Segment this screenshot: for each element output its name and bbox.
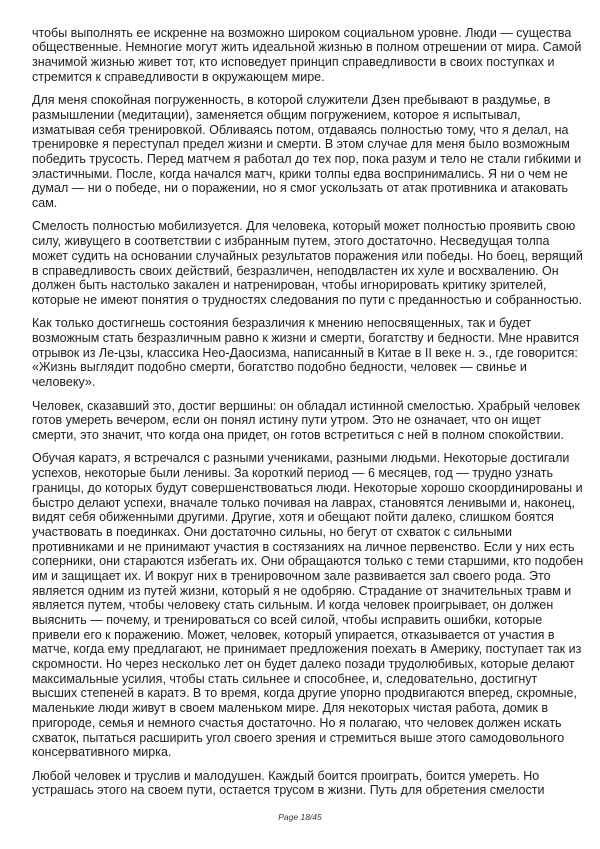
text-line: отрывок из Ле-цзы, классика Нео-Даосизма, написанный в Китае в II веке н. э., где говорится: xyxy=(32,345,578,360)
text-line: Смелость полностью мобилизуется. Для человека, который может полностью проявить свою xyxy=(32,219,576,234)
text-line: устрашась этого на своем пути, остается трусом в жизни. Путь для обретения смелости xyxy=(32,783,545,798)
text-line: в справедливость своих действий, безразличен, неподвластен их хуле и восхвалению. Он xyxy=(32,263,559,278)
text-line: соперники, они стараются избегать их. Они обращаются только с теми старшими, кто подобен xyxy=(32,554,584,569)
text-line: сам. xyxy=(32,195,58,210)
text-line: смерти, это значит, что когда она придет, он готов встретиться с ней в полном спокойствии. xyxy=(32,427,564,442)
text-line: готов умереть вечером, если он понял истину пути утром. Это не означает, что он ищет xyxy=(32,413,542,428)
text-line: силу, живущего в соответствии с избранным путем, этого достаточно. Несведущая толпа xyxy=(32,234,550,249)
text-line: Для меня спокойная погруженность, в которой служители Дзен пребывают в раздумье, в xyxy=(32,93,551,108)
text-line: размышлении (медитации), заменяется общим погружением, которое я испытывал, xyxy=(32,107,521,122)
paragraph xyxy=(32,451,592,759)
text-line: эластичными. После, когда начался матч, крики толпы едва воспринимались. Я ни о чем не xyxy=(32,166,568,181)
text-line: общественные. Немногие могут жить идеальной жизнью в полном отрешении от мира. Самой xyxy=(32,40,582,55)
text-line: человеку». xyxy=(32,375,96,390)
text-line: участвовать в поединках. Они достаточно сильны, но бегут от схваток с сильными xyxy=(32,524,512,539)
text-line: успехов, некоторые были ленивы. За короткий период — 6 месяцев, год — трудно узнать xyxy=(32,466,553,481)
page-number: Page 18/45 xyxy=(278,812,322,822)
text-line: матче, когда ему предлагают, не принимает предложения поехать в Америку, поступает так из xyxy=(32,642,582,657)
paragraph xyxy=(32,26,592,85)
text-line: видят себя обиженными другими. Другие, хотя и обещают пойти далеко, слишком боятся xyxy=(32,510,554,525)
text-line: противниками и не принимают участия в состязаниях на личное первенство. Если у них есть xyxy=(32,539,575,554)
text-line: значимой жизнью живет тот, кто исповедует принцип справедливости в своих поступках и xyxy=(32,54,555,69)
text-line: может судить на основании случайных результатов поражения или победы. Но боец, верящий xyxy=(32,248,583,263)
text-line: Как только достигнешь состояния безразличия к мнению непосвященных, так и будет xyxy=(32,316,532,331)
text-line: возможным стать безразличным равно к жизни и смерти, богатству и бедности. Мне нравится xyxy=(32,331,580,346)
text-line: стремится к справедливости в окружающем мире. xyxy=(32,69,325,84)
text-line: Обучая каратэ, я встречался с разными учениками, разными людьми. Некоторые достигали xyxy=(32,451,570,466)
text-line: Любой человек и труслив и малодушен. Каждый боится проиграть, боится умереть. Но xyxy=(32,768,540,783)
text-line: привели его к поражению. Может, человек, который упирается, отказывается от участия в xyxy=(32,627,555,642)
text-line: скромности. Но через несколько лет он будет далеко позади трудолюбивых, которые делают xyxy=(32,657,575,672)
text-line: должен быть настолько закален и натренирован, чтобы игнорировать критику зрителей, xyxy=(32,278,547,293)
text-line: схваток, пытаться расширить угол своего зрения и стремиться выше этого самодовольного xyxy=(32,730,565,745)
paragraph xyxy=(32,219,592,307)
text-line: «Жизнь выглядит подобно смерти, богатство подобно бедности, человек — свинье и xyxy=(32,360,527,375)
text-line: максимальные усилия, чтобы стать сильнее и способнее, и, следовательно, достигнут xyxy=(32,671,538,686)
paragraph xyxy=(32,93,592,211)
paragraph xyxy=(32,769,592,798)
text-line: которые не имеют понятия о трудностях следования по пути с преданностью и собранностью. xyxy=(32,292,582,307)
document-body xyxy=(32,26,592,807)
text-line: изматывая себя тренировкой. Обливаясь потом, отдаваясь полностью тому, что я делал, на xyxy=(32,122,569,137)
text-line: им и защищает их. И вокруг них в тренировочном зале развивается зал своего рода. Это xyxy=(32,568,551,583)
text-line: чтобы выполнять ее искренне на возможно широком социальном уровне. Люди — существа xyxy=(32,25,572,40)
text-line: является одним из путей жизни, который я не одобряю. Страдание от значительных травм и xyxy=(32,583,572,598)
text-line: победить трусость. Перед матчем я работал до тех пор, пока разум и тело не стали гибкими и xyxy=(32,151,582,166)
text-line: маленькие люди живут в своем маленьком мире. Для некоторых чистая работа, домик в xyxy=(32,701,548,716)
paragraph xyxy=(32,399,592,443)
text-line: пригороде, семья и немного счастья достаточно. Но я полагаю, что человек должен искать xyxy=(32,715,562,730)
text-line: границы, до которых будут совершенствоваться люди. Некоторые хорошо скоординированы и xyxy=(32,480,583,495)
text-line: Человек, сказавший это, достиг вершины: он обладал истинной смелостью. Храбрый человек xyxy=(32,398,580,413)
text-line: тренировке я переступал предел жизни и смерти. В этом случае для меня было возможным xyxy=(32,137,570,152)
text-line: быстро делают успехи, вначале только почивая на лаврах, становятся ленивыми и, наконец, xyxy=(32,495,575,510)
text-line: выяснить — почему, и тренироваться со всей силой, чтобы исправить ошибки, которые xyxy=(32,613,543,628)
text-line: высших степеней в каратэ. В то время, когда другие упорно продвигаются вперед, скромные, xyxy=(32,686,577,701)
text-line: думал — ни о победе, ни о поражении, но я смог ускользать от атак противника и атаковать xyxy=(32,181,569,196)
paragraph xyxy=(32,316,592,389)
text-line: является путем, чтобы человеку стать сильным. И когда человек проигрывает, он должен xyxy=(32,598,554,613)
text-line: консервативного мирка. xyxy=(32,745,172,760)
